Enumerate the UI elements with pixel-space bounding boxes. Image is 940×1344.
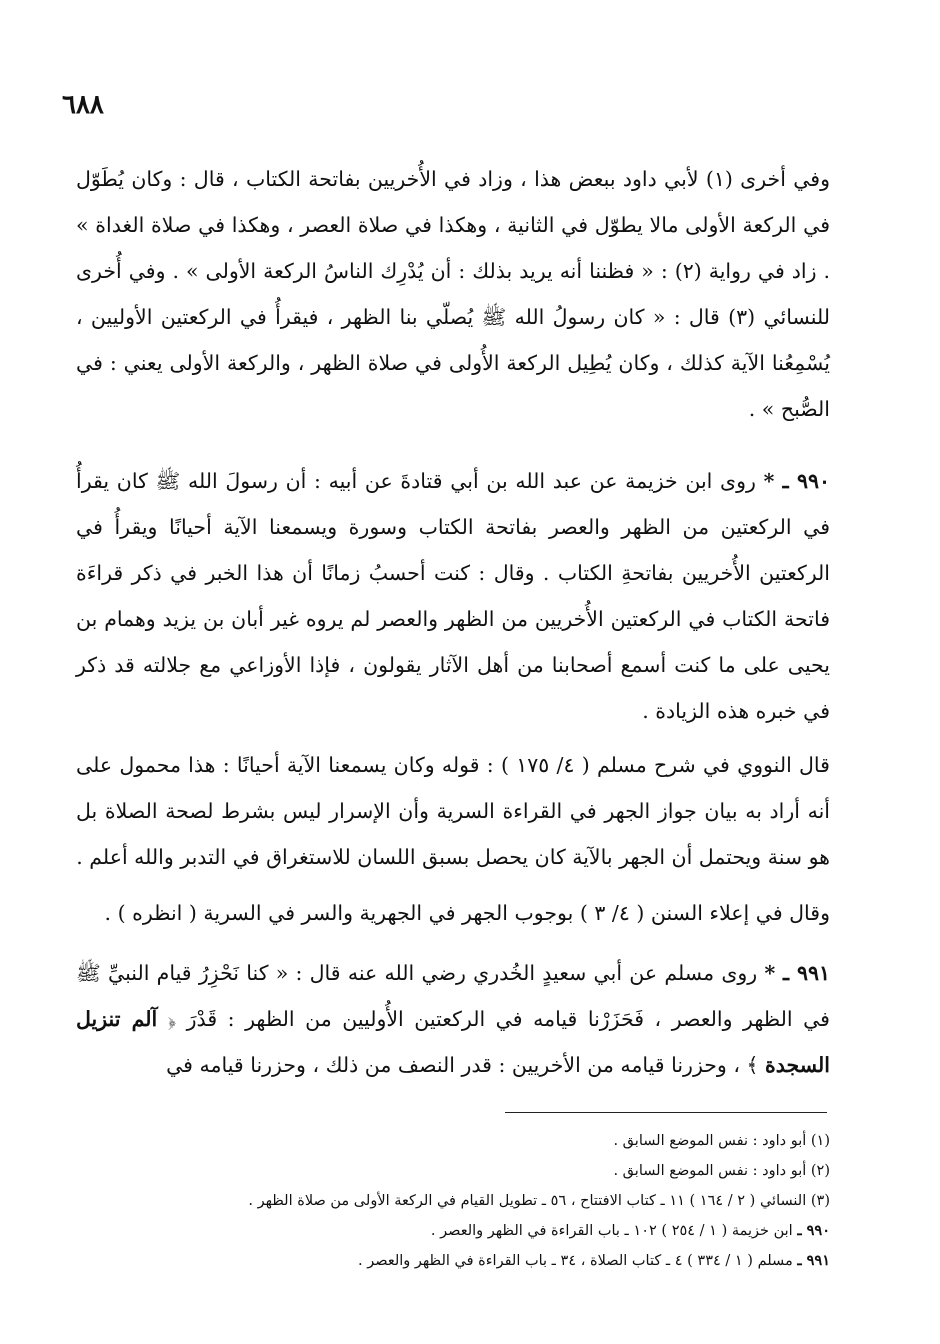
paragraph-text: قال النووي في شرح مسلم ( ٤/ ١٧٥ ) : قوله وكان يسمعنا الآية أحيانًا : هذا محمول على أنه أراد به بيان جواز الجهر في القراءة السرية وأن الإسرار ليس بشرط لصحة الصلاة بل هو سنة ويحتمل أن الجهر بالآية كان يحصل بسبق اللسان للاستغراق في التدبر والله أعلم . xyxy=(76,753,830,869)
paragraph-text: وقال في إعلاء السنن ( ٤/ ٣ ) بوجوب الجهر في الجهرية والسر في السرية ( انظره ) . xyxy=(104,901,830,925)
paragraph-nawawi-commentary xyxy=(76,742,830,880)
hadith-991 xyxy=(76,950,830,1088)
footnote-1: (١) أبو داود : نفس الموضع السابق . xyxy=(613,1133,830,1149)
footnotes xyxy=(160,1126,830,1276)
footnote-source: مسلم ( ١ / ٣٣٤ ) ٤ ـ كتاب الصلاة ، ٣٤ ـ باب القراءة في الظهر والعصر . xyxy=(358,1253,793,1269)
page-number: ٦٨٨ xyxy=(62,90,104,120)
hadith-990 xyxy=(76,458,830,734)
footnote-2: (٢) أبو داود : نفس الموضع السابق . xyxy=(613,1163,830,1179)
hadith-text-after: ﴾ ، وحزرنا قيامه من الأخريين : قدر النصف من ذلك ، وحزرنا قيامه في xyxy=(166,1053,759,1077)
surah-title: آلم تنزيل السجدة xyxy=(76,1007,830,1077)
footnote-hadith-number: ٩٩١ ـ xyxy=(797,1252,830,1269)
footnote-hadith-number: ٩٩٠ ـ xyxy=(797,1222,830,1239)
hadith-text-before: روى مسلم عن أبي سعيدٍ الخُدري رضي الله عنه قال : « كنا نَحْزِرُ قيام النبيِّ ﷺ في الظهر والعصر ، فَحَزَرْنا قيامه في الركعتين الأُوليين من الظهر : قَدْرَ ﴿ xyxy=(76,961,830,1031)
footnote-990 xyxy=(160,1216,830,1246)
paragraph-ilaa-sunan xyxy=(76,890,830,936)
paragraph-text: وفي أخرى (١) لأبي داود ببعض هذا ، وزاد في الأُخريين بفاتحة الكتاب ، قال : وكان يُطَوّل في الركعة الأولى مالا يطوّل في الثانية ، وهكذا في صلاة العصر ، وهكذا في صلاة الغداة » . زاد في رواية (٢) : « فظننا أنه يريد بذلك : أن يُدْرِك الناسُ الركعة الأولى » . وفي أُخرى للنسائي (٣) قال : « كان رسولُ الله ﷺ يُصلّي بنا الظهر ، فيقرأُ في الركعتين الأوليين ، يُسْمِعُنا الآية كذلك ، وكان يُطِيل الركعة الأُولى في صلاة الظهر ، والركعة الأولى يعني : في الصُّبح » . xyxy=(76,167,830,421)
hadith-text: روى ابن خزيمة عن عبد الله بن أبي قتادةَ عن أبيه : أن رسولَ الله ﷺ كان يقرأُ في الركعتين من الظهر والعصر بفاتحة الكتاب وسورة ويسمعنا الآية أحيانًا ويقرأُ في الركعتين الأُخريين بفاتحةِ الكتاب . وقال : كنت أحسبُ زمانًا أن هذا الخبر في ذكر قراءَة فاتحة الكتاب في الركعتين الأُخريين من الظهر والعصر لم يروه غير أبان بن يزيد وهمام بن يحيى على ما كنت أسمع أصحابنا من أهل الآثار يقولون ، فإذا الأوزاعي مع جلالته قد ذكر في خبره هذه الزيادة . xyxy=(76,469,830,723)
footnote-divider xyxy=(505,1112,827,1113)
footnote-991 xyxy=(160,1246,830,1276)
footnote-source: ابن خزيمة ( ١ / ٢٥٤ ) ١٠٢ ـ باب القراءة في الظهر والعصر . xyxy=(430,1223,793,1239)
paragraph-narration-variants xyxy=(76,156,830,432)
hadith-number: ٩٩١ ـ * xyxy=(764,961,830,985)
footnote-3: (٣) النسائي ( ٢ / ١٦٤ ) ١١ ـ كتاب الافتتاح ، ٥٦ ـ تطويل القيام في الركعة الأولى من صلاة الظهر . xyxy=(248,1193,830,1209)
hadith-number: ٩٩٠ ـ * xyxy=(763,469,830,493)
